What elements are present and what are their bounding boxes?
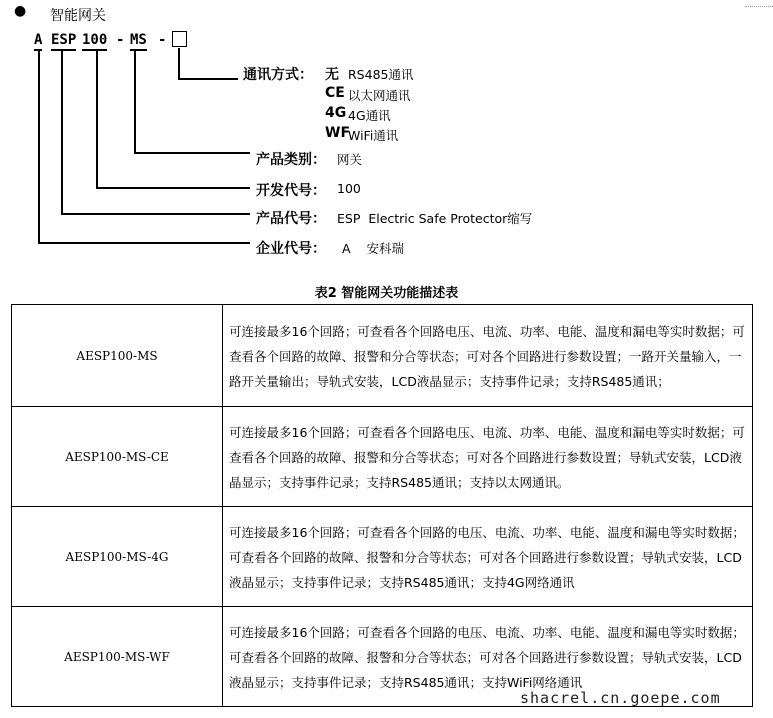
model-cell: AESP100-MS [12,305,223,407]
connector-line [61,49,63,214]
connector-line [38,49,40,243]
connector-line [134,152,250,154]
company-value: A 安科瑞 [342,241,404,256]
model-cell: AESP100-MS-CE [12,407,223,507]
table-row [12,507,753,607]
bullet-icon: ● [14,3,27,19]
code-category: MS [130,32,147,51]
code-dev: 100 [82,32,107,51]
model-cell: AESP100-MS-4G [12,507,223,607]
page-edge-line [745,6,773,7]
comm-code: 4G [325,105,347,121]
connector-line [96,187,250,189]
product-label: 产品代号： [256,211,326,227]
code-dash: - [116,32,125,48]
code-product: ESP [51,32,76,51]
desc-cell: 可连接最多16个回路；可查看各个回路的电压、电流、功率、电能、温度和漏电等实时数据；可查看各个回路的故障、报警和分合等状态；可对各个回路进行参数设置；导轨式安装，LCD液晶显示；支持事件记录；支持RS485通讯；支持4G网络通讯 [223,507,753,607]
connector-line [61,213,250,215]
connector-line [38,242,250,244]
table-row [12,407,753,507]
table-caption: 表2 智能网关功能描述表 [314,286,459,301]
watermark: shacrel.cn.goepe.com [520,689,721,707]
connector-line [96,49,98,188]
model-cell: AESP100-MS-WF [12,607,223,707]
comm-desc: 以太网通讯 [348,88,411,103]
category-value: 网关 [337,152,363,167]
desc-cell: 可连接最多16个回路；可查看各个回路电压、电流、功率、电能、温度和漏电等实时数据；可查看各个回路的故障、报警和分合等状态；可对各个回路进行参数设置；导轨式安装，LCD液晶显示；支持事件记录；支持RS485通讯；支持以太网通讯。 [223,407,753,507]
connector-line [134,49,136,153]
code-comm-box [172,31,187,47]
desc-cell: 可连接最多16个回路；可查看各个回路的电压、电流、功率、电能、温度和漏电等实时数据；可查看各个回路的故障、报警和分合等状态；可对各个回路进行参数设置；导轨式安装，LCD液晶显示；支持事件记录；支持RS485通讯；支持WiFi网络通讯 [223,607,753,707]
comm-label: 通讯方式： [243,67,313,83]
dev-value: 100 [337,181,361,196]
category-label: 产品类别： [256,152,326,168]
connector-line [178,48,180,79]
desc-cell: 可连接最多16个回路；可查看各个回路电压、电流、功率、电能、温度和漏电等实时数据；可查看各个回路的故障、报警和分合等状态；可对各个回路进行参数设置；一路开关量输入，一路开关量输出；导轨式安装，LCD液晶显示；支持事件记录；支持RS485通讯； [223,305,753,407]
comm-desc: RS485通讯 [348,67,414,82]
code-company: A [34,32,42,51]
company-label: 企业代号： [256,241,326,257]
comm-desc: WiFi通讯 [348,128,399,143]
table-row [12,305,753,407]
code-dash: - [158,32,167,48]
comm-code: WF [325,125,351,141]
comm-code: CE [325,85,345,101]
function-table [11,304,753,707]
connector-line [178,78,238,80]
section-title: 智能网关 [50,8,106,24]
comm-code: 无 [325,67,339,83]
product-value: ESP Electric Safe Protector缩写 [337,211,533,226]
dev-label: 开发代号： [256,183,326,199]
comm-desc: 4G通讯 [348,108,391,123]
